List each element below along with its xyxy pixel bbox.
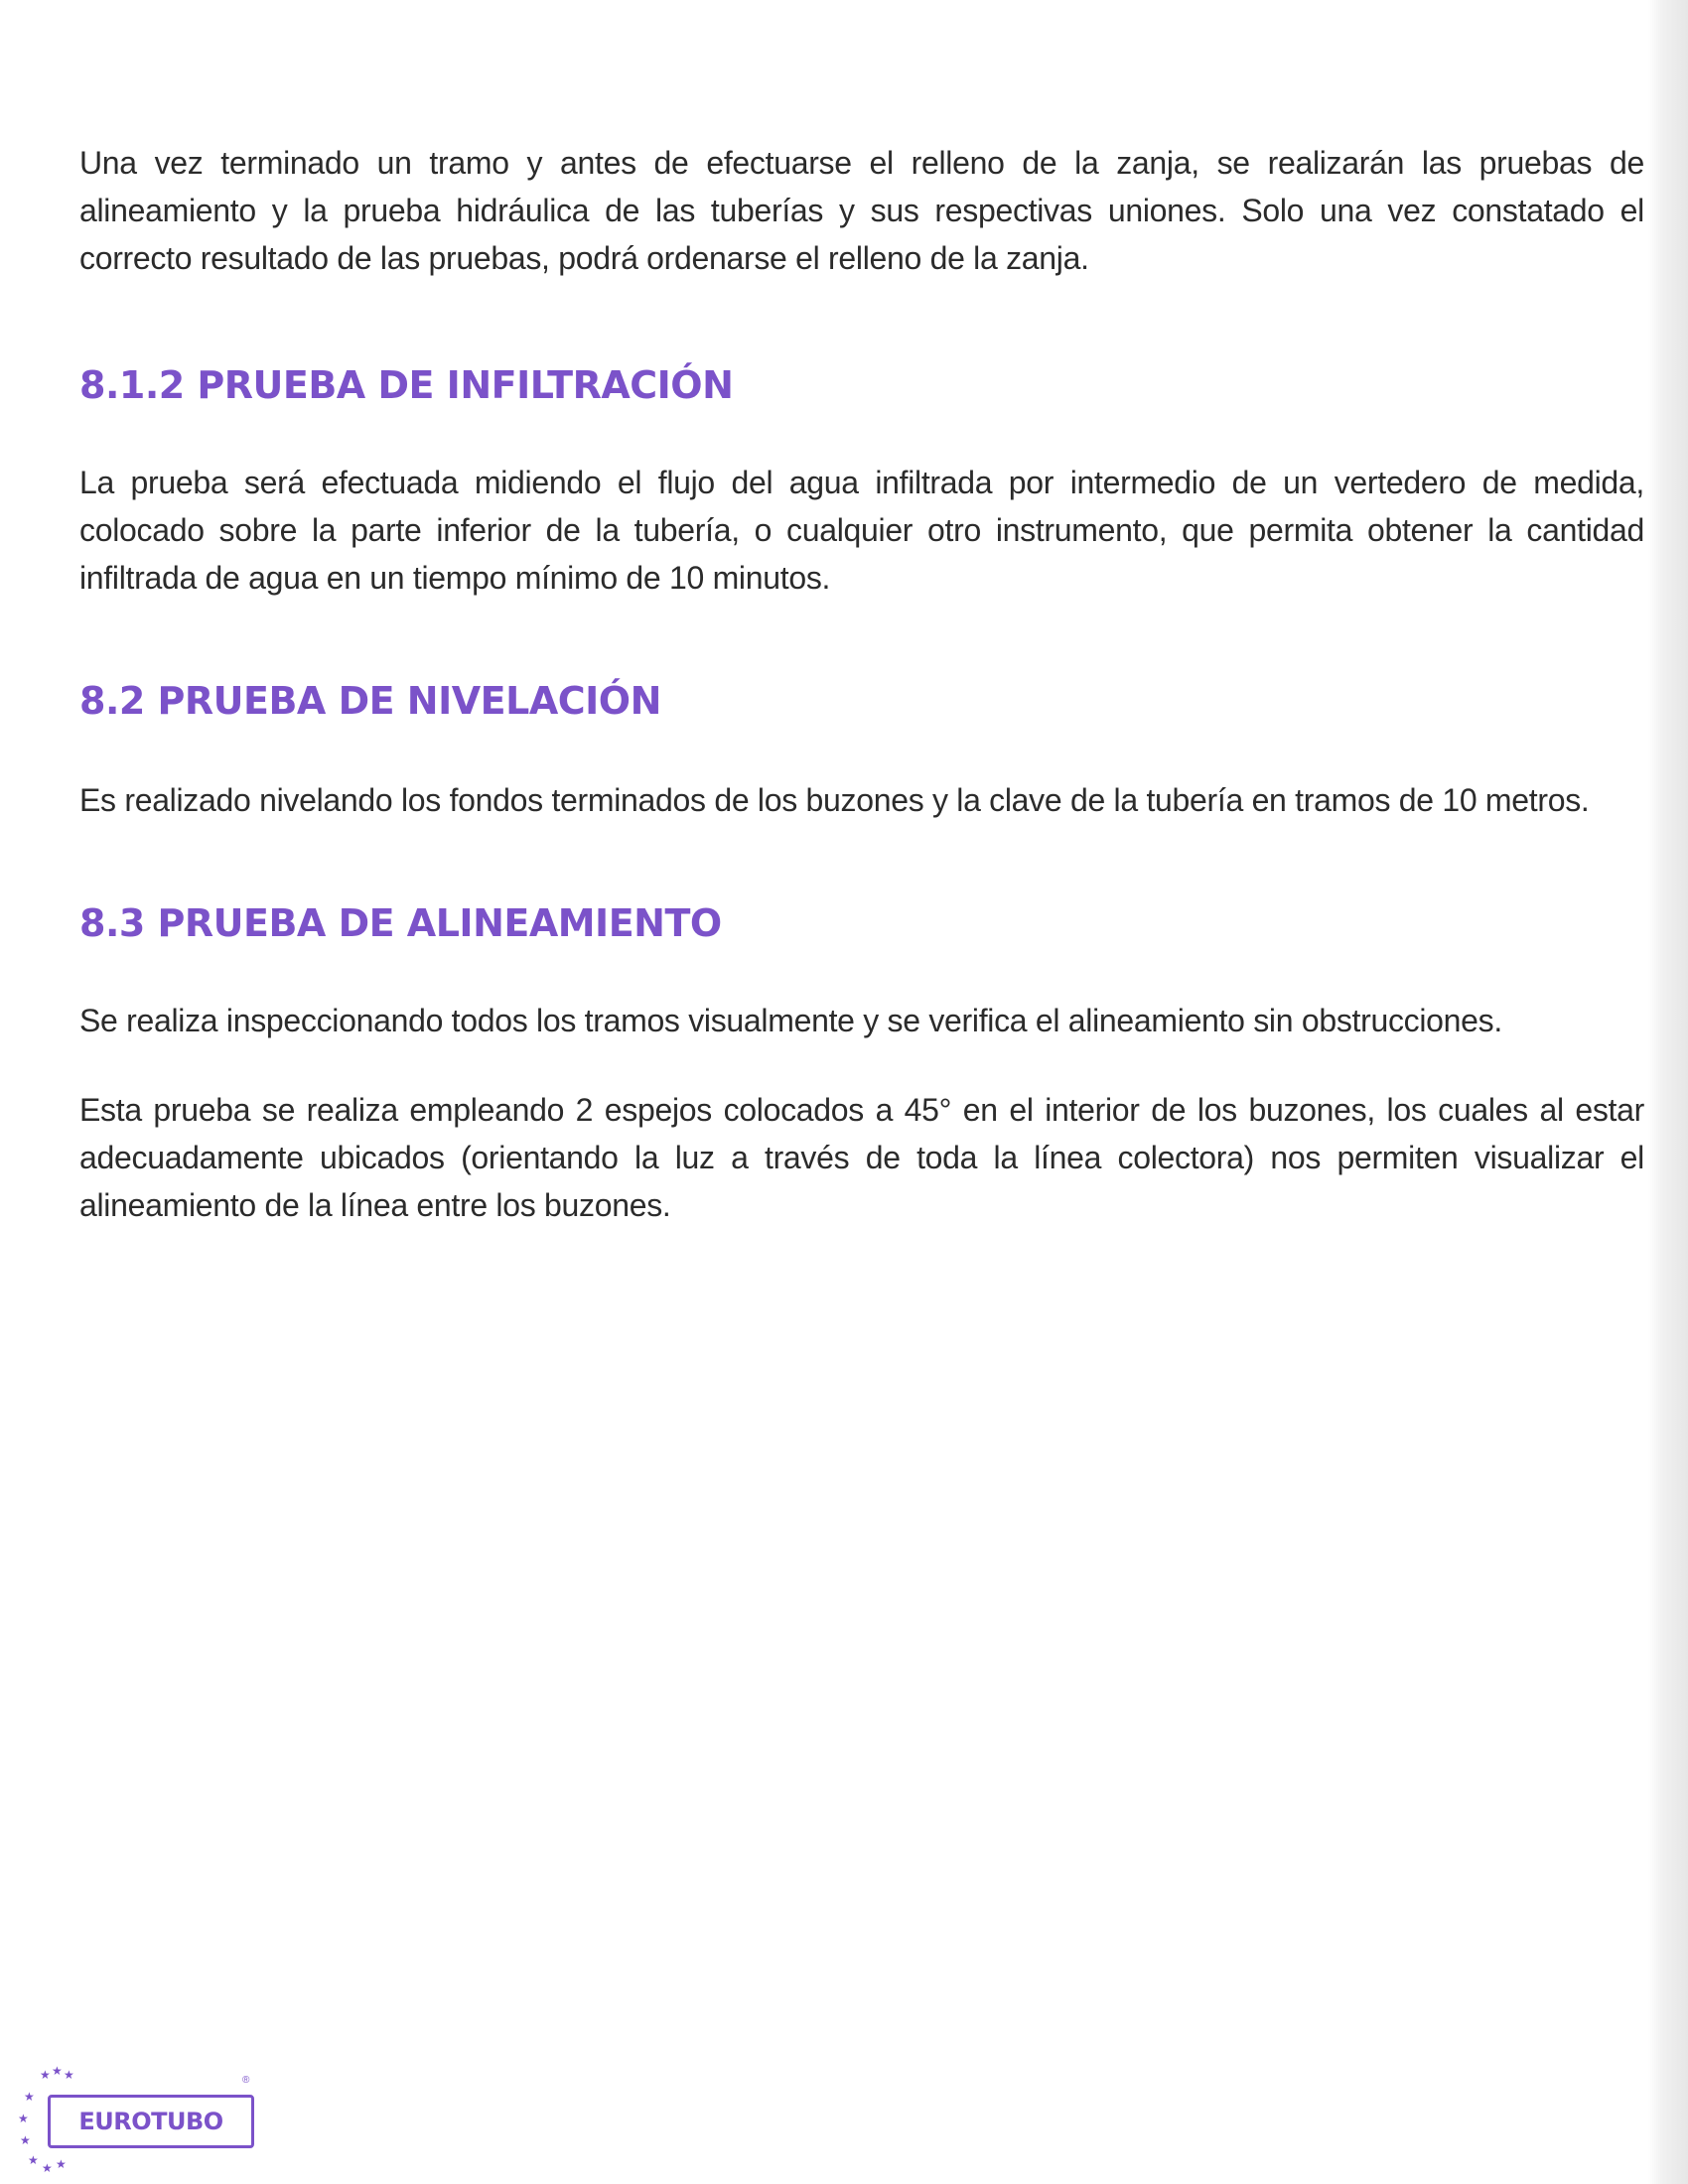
registered-mark: ®: [242, 2075, 250, 2086]
infiltracion-paragraph: La prueba será efectuada midiendo el flujo del agua infiltrada por intermedio de un vertedero de medida, colocado sobre la parte inferior de la tubería, o cualquier otro instrumento, que permita obtener la cantidad infiltrada de agua en un tiempo mínimo de 10 minutos.: [79, 465, 1644, 596]
heading-prueba-nivelacion: 8.2 PRUEBA DE NIVELACIÓN: [79, 679, 661, 723]
svg-text:★: ★: [28, 2153, 39, 2167]
svg-text:★: ★: [20, 2133, 31, 2147]
logo-frame: [48, 2095, 254, 2148]
svg-text:★: ★: [18, 2112, 29, 2125]
alineamiento-paragraph-1: Se realiza inspeccionando todos los tramos visualmente y se verifica el alineamiento sin obstrucciones.: [79, 1003, 1502, 1038]
svg-text:★: ★: [40, 2068, 51, 2082]
svg-text:★: ★: [64, 2068, 74, 2082]
scan-edge-shadow: [1648, 0, 1688, 2184]
svg-text:★: ★: [42, 2161, 53, 2174]
svg-text:★: ★: [56, 2157, 67, 2171]
document-page: [79, 139, 1644, 1229]
eurotubo-logo: [16, 2065, 254, 2174]
logo-text: EUROTUBO: [78, 2108, 223, 2135]
svg-text:★: ★: [24, 2090, 35, 2104]
svg-text:★: ★: [52, 2065, 63, 2078]
alineamiento-paragraph-2: Esta prueba se realiza empleando 2 espejos colocados a 45° en el interior de los buzones, los cuales al estar adecuadamente ubicados (orientando la luz a través de toda la línea colectora) nos permiten visualizar el alineamiento de la línea entre los buzones.: [79, 1092, 1644, 1223]
intro-paragraph: Una vez terminado un tramo y antes de efectuarse el relleno de la zanja, se realizarán las pruebas de alineamiento y la prueba hidráulica de las tuberías y sus respectivas uniones. Solo una vez constatado el correcto resultado de las pruebas, podrá ordenarse el relleno de la zanja.: [79, 145, 1644, 276]
nivelacion-paragraph: Es realizado nivelando los fondos terminados de los buzones y la clave de la tubería en tramos de 10 metros.: [79, 782, 1590, 818]
heading-prueba-alineamiento: 8.3 PRUEBA DE ALINEAMIENTO: [79, 901, 722, 945]
heading-prueba-infiltracion: 8.1.2 PRUEBA DE INFILTRACIÓN: [79, 363, 734, 407]
